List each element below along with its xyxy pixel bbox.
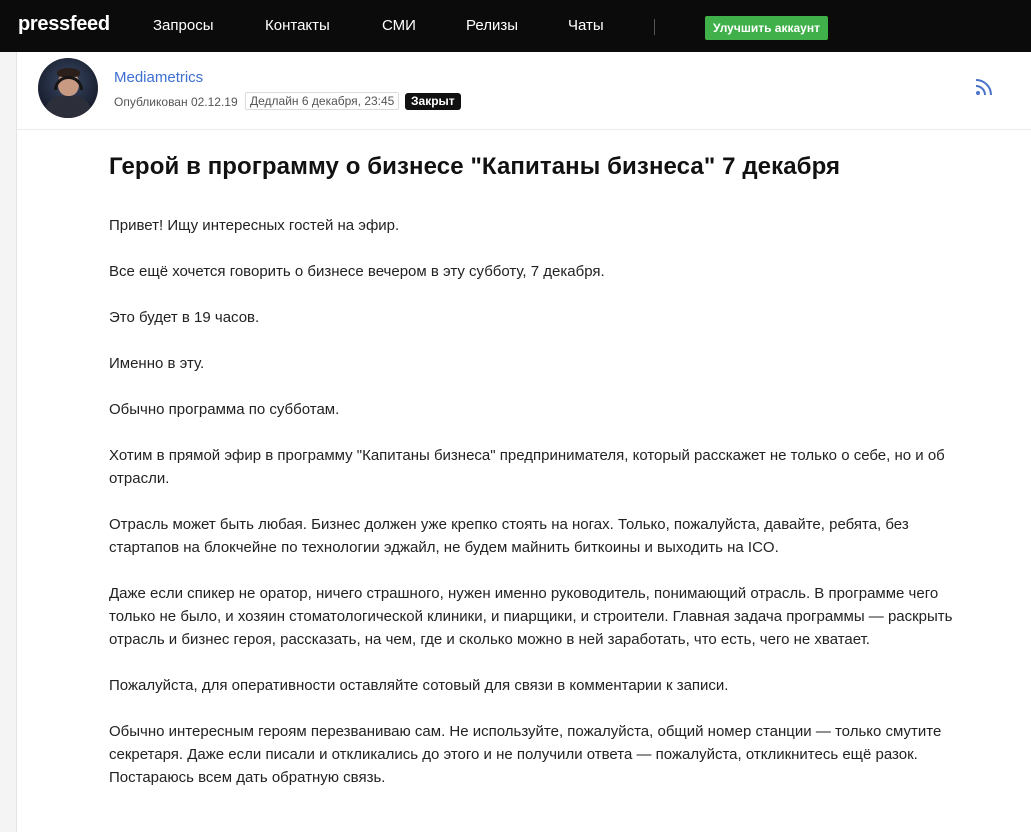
nav-divider xyxy=(654,19,655,35)
published-date: Опубликован 02.12.19 xyxy=(114,95,238,109)
body-paragraph: Это будет в 19 часов. xyxy=(109,309,260,326)
nav-item-media[interactable]: СМИ xyxy=(382,17,416,34)
author-name-link[interactable]: Mediametrics xyxy=(114,69,204,86)
body-paragraph: Обычно программа по субботам. xyxy=(109,401,340,418)
body-paragraph: Все ещё хочется говорить о бизнесе вечером в эту субботу, 7 декабря. xyxy=(109,263,605,280)
pressfeed-logo[interactable]: pressfeed xyxy=(18,13,110,35)
nav-item-contacts[interactable]: Контакты xyxy=(265,17,330,34)
nav-item-releases[interactable]: Релизы xyxy=(466,17,518,34)
request-title: Герой в программу о бизнесе "Капитаны бизнеса" 7 декабря xyxy=(109,153,841,180)
nav-item-chats[interactable]: Чаты xyxy=(568,17,604,34)
body-paragraph: Даже если спикер не оратор, ничего страшного, нужен именно руководитель, понимающий отрасль. В программе чего только не было, и хозяин стоматологической клиники, и пиарщики, и строители. Главная задача программы — раскрыть отрасль и бизнес героя, рассказать, на чем, где и сколько можно в ней заработать, что есть, чего не хватает. xyxy=(109,585,953,648)
body-paragraph: Именно в эту. xyxy=(109,355,205,372)
body-paragraph: Обычно интересным героям перезваниваю сам. Не используйте, пожалуйста, общий номер станции — только смутите секретаря. Даже если писали и откликались до этого и не получили ответа — пожалуйста, откликнитесь ещё разок. Постараюсь всем дать обратную связь. xyxy=(109,723,942,786)
deadline-badge: Дедлайн 6 декабря, 23:45 xyxy=(245,92,399,110)
body-paragraph: Отрасль может быть любая. Бизнес должен уже крепко стоять на ногах. Только, пожалуйста, давайте, ребята, без стартапов на блокчейне по технологии эджайл, не будем майнить биткоины и выходить на ICO. xyxy=(109,516,909,556)
request-header xyxy=(17,52,1031,130)
top-nav-bar xyxy=(0,0,1031,52)
body-paragraph: Хотим в прямой эфир в программу "Капитаны бизнеса" предпринимателя, который расскажет не только о себе, но и об отрасли. xyxy=(109,447,945,487)
rss-icon[interactable] xyxy=(975,78,993,96)
request-card xyxy=(16,52,1031,832)
author-avatar[interactable] xyxy=(38,58,98,118)
body-paragraph: Пожалуйста, для оперативности оставляйте сотовый для связи в комментарии к записи. xyxy=(109,677,729,694)
body-paragraph: Привет! Ищу интересных гостей на эфир. xyxy=(109,217,400,234)
request-body xyxy=(109,214,959,812)
status-badge: Закрыт xyxy=(405,93,461,110)
nav-item-requests[interactable]: Запросы xyxy=(153,17,214,34)
upgrade-account-button[interactable]: Улучшить аккаунт xyxy=(705,16,828,40)
